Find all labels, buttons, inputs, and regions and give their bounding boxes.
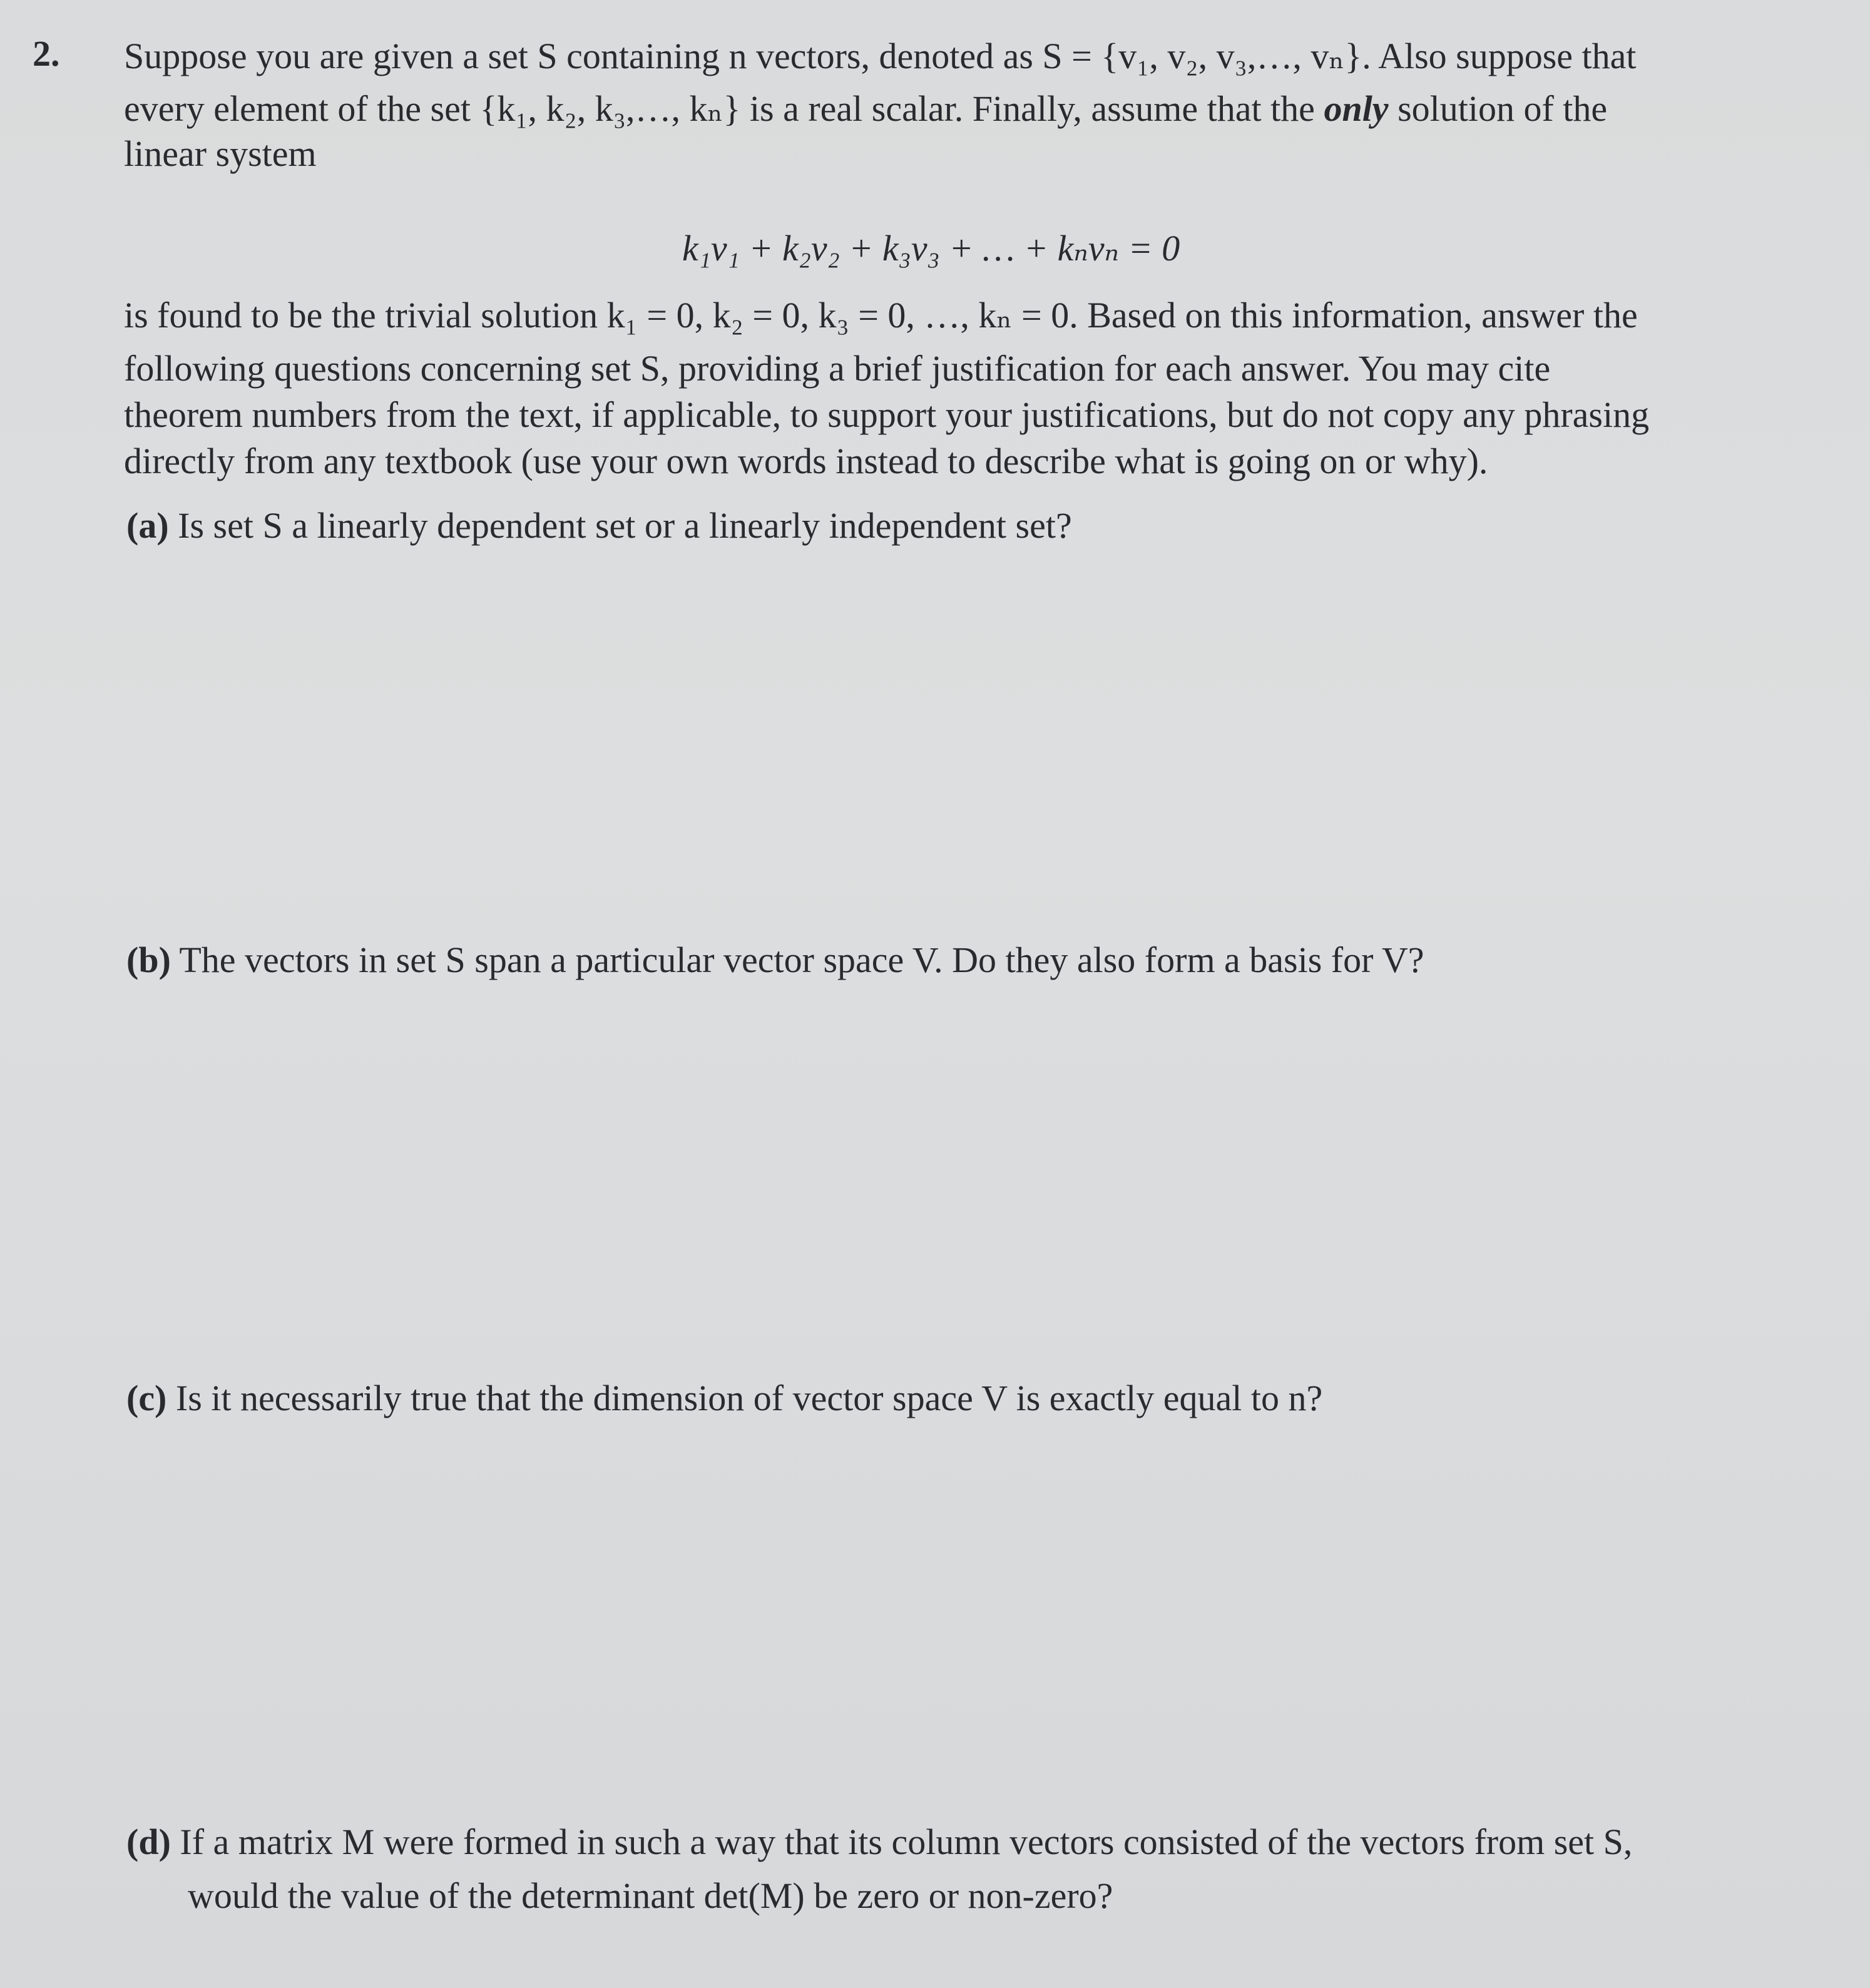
intro-line-2-tail: solution of the: [1388, 88, 1608, 129]
intro-emphasis-only: only: [1324, 88, 1389, 129]
part-d-text-continued: would the value of the determinant det(M) be zero or non-zero?: [188, 1875, 1113, 1916]
instructions-line-2: following questions concerning set S, providing a brief justification for each answer. You may cite: [124, 348, 1551, 389]
part-d-label: (d): [126, 1821, 171, 1862]
part-c-label: (c): [126, 1378, 167, 1418]
intro-line-1: Suppose you are given a set S containing n vectors, denoted as S = {v₁, v₂, v₃,…, vₙ}. Also suppose that: [124, 36, 1637, 76]
part-c-text: Is it necessarily true that the dimension of vector space V is exactly equal to n?: [175, 1378, 1323, 1418]
instructions-line-3: theorem numbers from the text, if applicable, to support your justifications, but do not copy any phrasing: [124, 394, 1650, 435]
question-number: 2.: [33, 33, 60, 74]
part-c: [126, 1377, 1322, 1419]
part-d-text: If a matrix M were formed in such a way that its column vectors consisted of the vectors from set S,: [180, 1821, 1633, 1862]
intro-line-2-head: every element of the set {k₁, k₂, k₃,…, kₙ} is a real scalar. Finally, assume that the: [124, 88, 1324, 129]
intro-line-2: [124, 86, 1826, 131]
part-a-text: Is set S a linearly dependent set or a linearly independent set?: [178, 505, 1072, 546]
instructions-line-4: directly from any textbook (use your own words instead to describe what is going on or why).: [124, 441, 1488, 481]
question-instructions: [124, 285, 1839, 484]
part-a-label: (a): [126, 505, 169, 546]
part-b-label: (b): [126, 940, 171, 980]
instructions-line-1: is found to be the trivial solution k₁ = 0, k₂ = 0, k₃ = 0, …, kₙ = 0. Based on this information, answer the: [124, 295, 1638, 336]
linear-system-equation: k₁v₁ + k₂v₂ + k₃v₃ + … + kₙvₙ = 0: [682, 228, 1180, 269]
part-b-text: The vectors in set S span a particular vector space V. Do they also form a basis for V?: [179, 940, 1424, 980]
part-b: [126, 939, 1424, 981]
question-intro: [124, 26, 1826, 177]
part-d: [126, 1815, 1632, 1923]
intro-line-3: linear system: [124, 133, 317, 174]
part-a: [126, 505, 1072, 546]
